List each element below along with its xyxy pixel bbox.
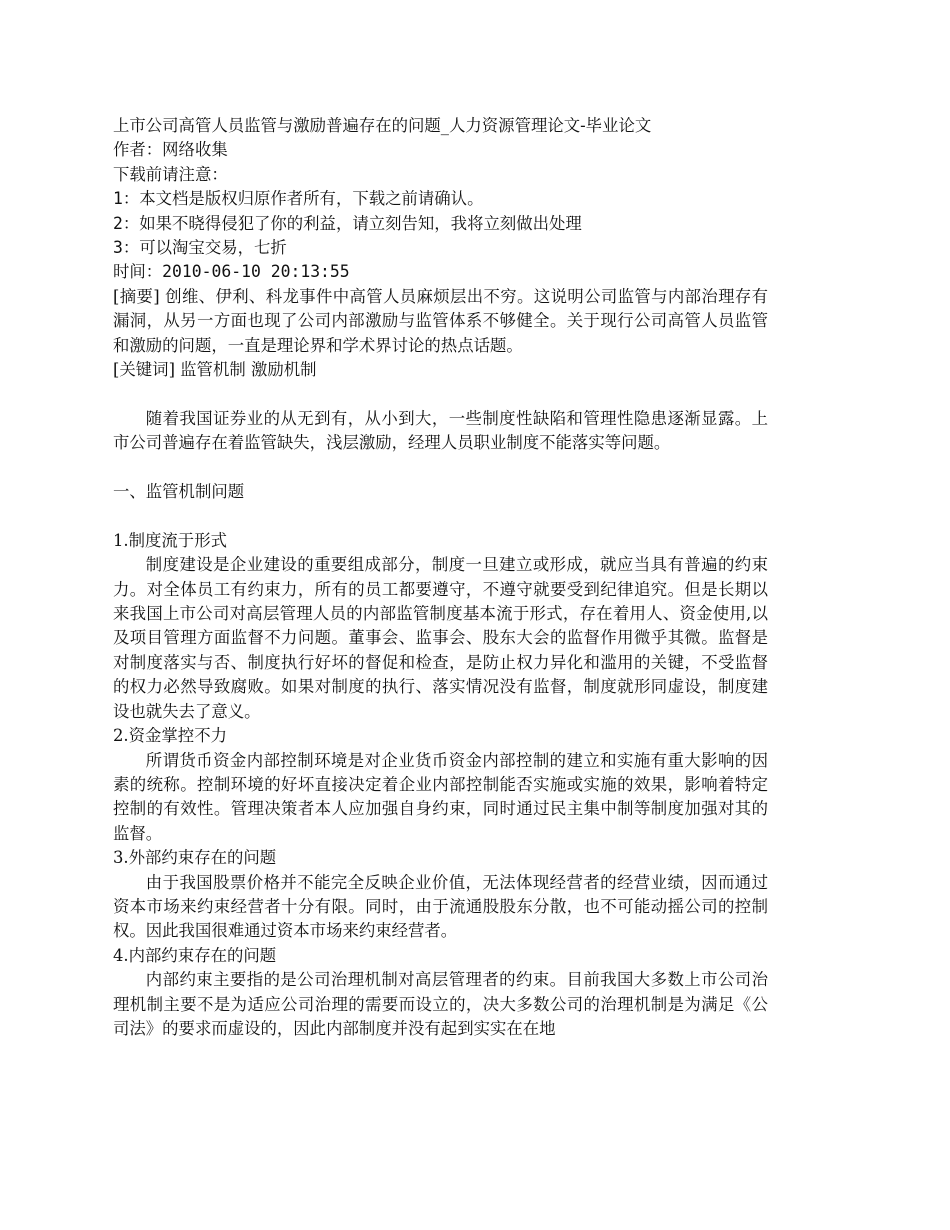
blank-line	[113, 504, 768, 528]
abstract-paragraph: [摘要] 创维、伊利、科龙事件中高管人员麻烦层出不穷。这说明公司监管与内部治理存有漏洞，从另一方面也现了公司内部激励与监管体系不够健全。关于现行公司高管人员监管和激励的问题，一直是理论界和学术界讨论的热点话题。	[113, 286, 768, 355]
notice-item: 1：本文档是版权归原作者所有，下载之前请确认。	[113, 189, 484, 209]
subsection-paragraph: 所谓货币资金内部控制环境是对企业货币资金内部控制的建立和实施有重大影响的因素的统称。控制环境的好坏直接决定着企业内部控制能否实施或实施的效果，影响着特定控制的有效性。管理决策者本人应加强自身约束，同时通过民主集中制等制度加强对其的监督。	[113, 750, 768, 843]
document-title: 上市公司高管人员监管与激励普遍存在的问题_人力资源管理论文-毕业论文	[113, 116, 652, 135]
notice-heading: 下载前请注意：	[113, 164, 228, 184]
document-body	[113, 114, 768, 1041]
subsection-heading: 2.资金掌控不力	[113, 726, 227, 746]
subsection-paragraph: 制度建设是企业建设的重要组成部分，制度一旦建立或形成，就应当具有普遍的约束力。对全体员工有约束力，所有的员工都要遵守，不遵守就要受到纪律追究。但是长期以来我国上市公司对高层管理人员的内部监管制度基本流于形式，存在着用人、资金使用,以及项目管理方面监督不力问题。董事会、监事会、股东大会的监督作用微乎其微。监督是对制度落实与否、制度执行好坏的督促和检查，是防止权力异化和滥用的关键，不受监督的权力必然导致腐败。如果对制度的执行、落实情况没有监督，制度就形同虚设，制度建设也就失去了意义。	[113, 555, 768, 721]
intro-paragraph: 随着我国证券业的从无到有，从小到大，一些制度性缺陷和管理性隐患逐渐显露。上市公司普遍存在着监管缺失，浅层激励，经理人员职业制度不能落实等问题。	[113, 408, 768, 453]
subsection-paragraph: 内部约束主要指的是公司治理机制对高层管理者的约束。目前我国大多数上市公司治理机制主要不是为适应公司治理的需要而设立的，决大多数公司的治理机制是为满足《公司法》的要求而虚设的，因此内部制度并没有起到实实在在地	[113, 970, 768, 1038]
subsection-heading: 3.外部约束存在的问题	[113, 848, 277, 868]
blank-line	[113, 382, 768, 406]
subsection-paragraph: 由于我国股票价格并不能完全反映企业价值，无法体现经营者的经营业绩，因而通过资本市场来约束经营者十分有限。同时，由于流通股股东分散，也不可能动摇公司的控制权。因此我国很难通过资本市场来约束经营者。	[113, 872, 768, 941]
keywords-line: [关键词] 监管机制 激励机制	[113, 360, 317, 380]
notice-item: 3：可以淘宝交易，七折	[113, 238, 287, 258]
document-time: 时间：2010-06-10 20:13:55	[113, 262, 350, 282]
blank-line	[113, 456, 768, 480]
subsection-heading: 4.内部约束存在的问题	[113, 945, 277, 965]
section-heading: 一、监管机制问题	[113, 482, 245, 502]
document-author: 作者：网络收集	[113, 140, 228, 160]
subsection-heading: 1.制度流于形式	[113, 530, 227, 550]
notice-item: 2：如果不晓得侵犯了你的利益，请立刻告知，我将立刻做出处理	[113, 213, 582, 233]
